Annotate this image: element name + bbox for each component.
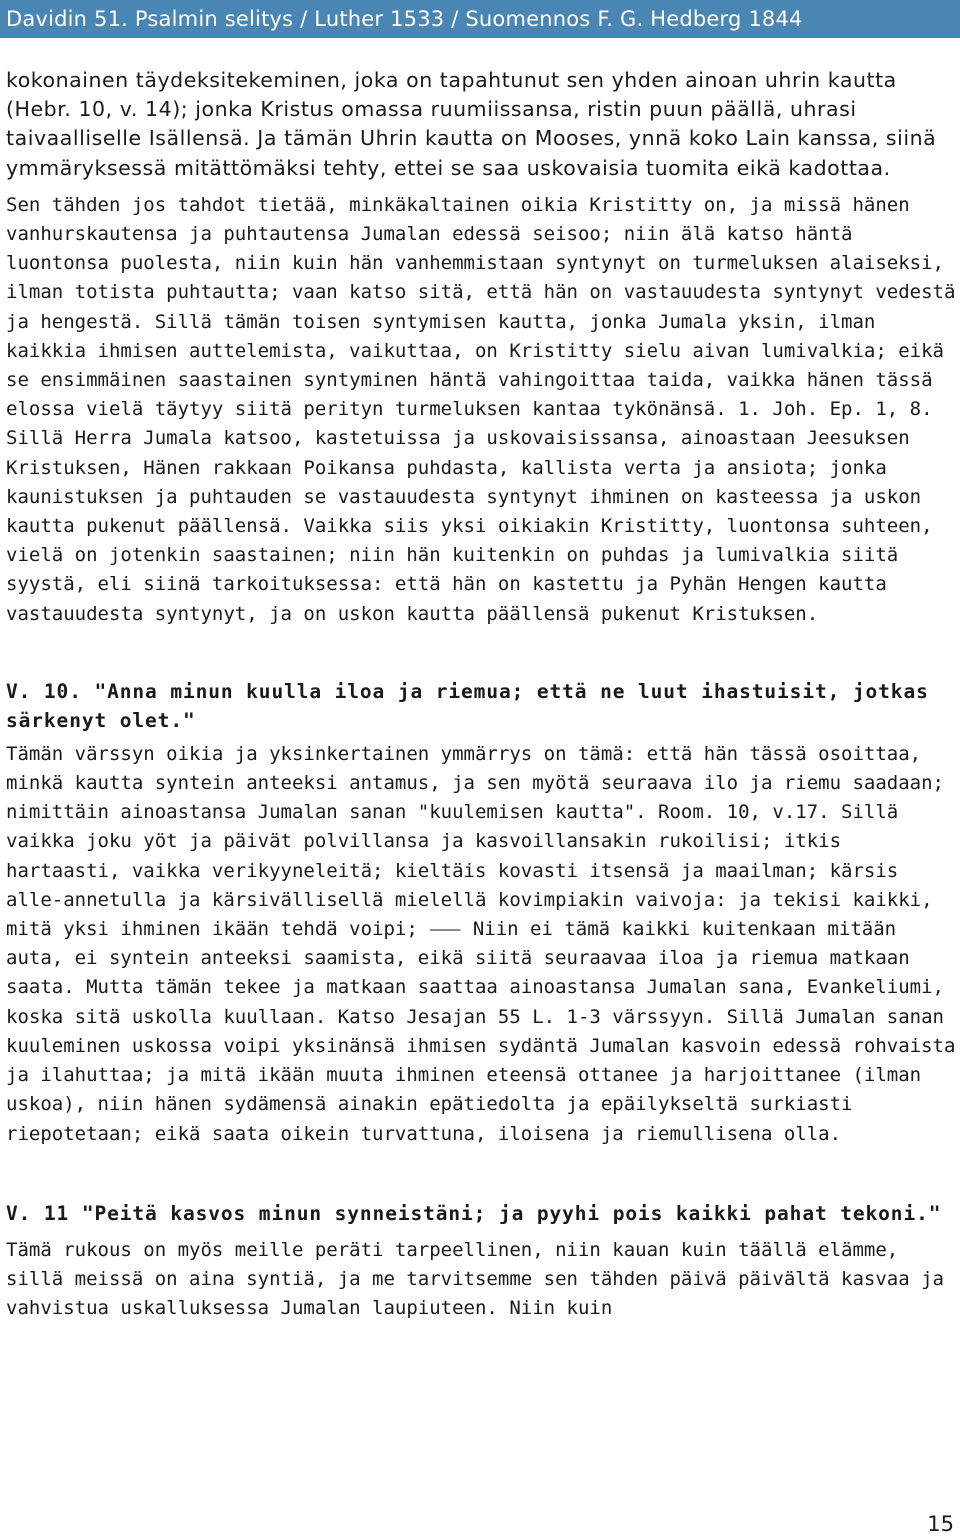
- paragraph-intro: kokonainen täydeksitekeminen, joka on tapahtunut sen yhden ainoan uhrin kautta (Hebr. 10, v. 14); jonka Kristus omassa ruumiissansa, ristin puun päällä, uhrasi taivaalliselle Isällensä. Ja tämän Uhrin kautta on Mooses, ynnä koko Lain kanssa, siinä ymmäryksessä mitättömäksi tehty, ettei se saa uskovaisia tuomita eikä kadottaa.: [6, 68, 937, 180]
- paragraph-verse-11: Tämä rukous on myös meille peräti tarpeellinen, niin kauan kuin täällä elämme, sillä meissä on aina syntiä, ja me tarvitsemme sen tähden päivä päivältä kasvaa ja vahvistua uskalluksessa Jumalan laupiuteen. Niin kuin: [6, 1238, 944, 1320]
- paragraph-body: Sen tähden jos tahdot tietää, minkäkaltainen oikia Kristitty on, ja missä hänen vanhurskautensa ja puhtautensa Jumalan edessä seisoo; niin älä katso häntä luontonsa puolesta, niin kuin hän vanhemmistaan syntynyt on turmeluksen alaiseksi, ilman totista puhtautta; vaan katso sitä, että hän on vastauudesta syntynyt vedestä ja hengestä. Sillä tämän toisen syntymisen kautta, jonka Jumala yksin, ilman kaikkia ihmisen auttelemista, vaikuttaa, on Kristitty sielu aivan lumivalkia; eikä se ensimmäinen saastainen syntyminen häntä vahingoittaa taida, vaikka hänen tässä elossa vielä täytyy siitä perityn turmeluksen kantaa tykönänsä. 1. Joh. Ep. 1, 8. Sillä Herra Jumala katsoo, kastetuissa ja uskovaisissansa, ainoastaan Jeesuksen Kristuksen, Hänen rakkaan Poikansa puhdasta, kallista verta ja ansiota; jonka kaunistuksen ja puhtauden se vastauudesta syntynyt ihminen on kasteessa ja uskon kautta pukenut päällensä. Vaikka siis yksi oikiakin Kristitty, luontonsa suhteen, vielä on jotenkin saastainen; niin hän kuitenkin on puhdas ja lumivalkia siitä syystä, eli siinä tarkoituksessa: että hän on kastettu ja Pyhän Hengen kautta vastauudesta syntynyt, ja on uskon kautta päällensä pukenut Kristuksen.: [6, 193, 956, 625]
- page-number: 15: [927, 1512, 954, 1536]
- document-header-bar: [0, 0, 960, 38]
- paragraph-verse-10: Tämän värssyn oikia ja yksinkertainen ymmärrys on tämä: että hän tässä osoittaa, minkä kautta syntein anteeksi antamus, ja sen myötä seuraava ilo ja riemu saadaan; nimittäin ainoastansa Jumalan sanan "kuulemisen kautta". Room. 10, v.17. Sillä vaikka joku yöt ja päivät polvillansa ja kasvoillansakin rukoilisi; itkis hartaasti, vaikka verikyyneleitä; kieltäis kovasti itsensä ja maailman; kärsis alle-annetulla ja kärsivällisellä mielellä kovimpiakin vaivoja: ja tekisi kaikki, mitä yksi ihminen ikään tehdä voipi; ⸺ Niin ei tämä kaikki kuitenkaan mitään auta, ei syntein anteeksi saamista, eikä siitä seuraavaa iloa ja riemua matkaan saata. Mutta tämän tekee ja matkaan saattaa ainoastansa Jumalan sana, Evankeliumi, koska sitä uskolla kuullaan. Katso Jesajan 55 L. 1-3 värssyyn. Sillä Jumalan sanan kuuleminen uskossa voipi yksinänsä ihmisen sydäntä Jumalan kasvoin edessä rohvaista ja ilahuttaa; ja mitä ikään muuta ihminen eteensä ottanee ja harjoittanee (ilman uskoa), niin hänen sydämensä ainakin epätiedolta ja epäilykseltä surkiasti riepotetaan; eikä saata oikein turvattuna, iloisena ja riemullisena olla.: [6, 742, 956, 1145]
- verse-heading-11: V. 11 "Peitä kasvos minun synneistäni; ja pyyhi pois kaikki pahat tekoni.": [6, 1201, 942, 1225]
- document-body: [6, 66, 956, 1323]
- verse-heading-10: V. 10. "Anna minun kuulla iloa ja riemua; että ne luut ihastuisit, jotkas särkenyt olet.": [6, 679, 929, 732]
- document-title: Davidin 51. Psalmin selitys / Luther 1533 / Suomennos F. G. Hedberg 1844: [6, 7, 803, 31]
